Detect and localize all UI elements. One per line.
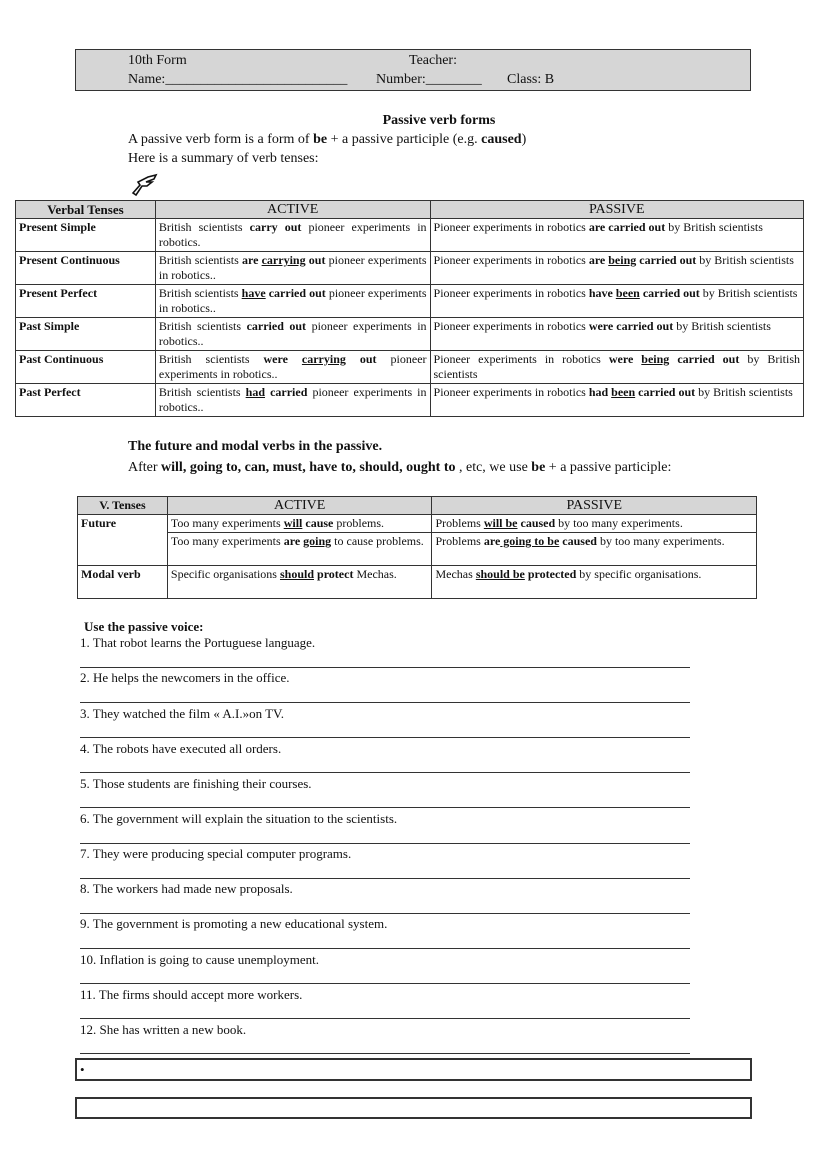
passive-cell: Pioneer experiments in robotics are being carried out by British scientists (430, 252, 803, 285)
header-verbal-tenses: Verbal Tenses (16, 201, 156, 219)
answer-line[interactable] (80, 913, 690, 914)
active-cell: British scientists are carrying out pioneer experiments in robotics.. (155, 252, 430, 285)
table-row (78, 515, 757, 533)
teacher-label: Teacher: (409, 53, 457, 68)
table-row (16, 384, 804, 417)
tense-cell: Past Perfect (16, 384, 156, 417)
intro-line-1: A passive verb form is a form of be + a passive participle (e.g. caused) (128, 132, 527, 147)
section-paragraph: After will, going to, can, must, have to, should, ought to , etc, we use be + a passive participle: (128, 460, 672, 475)
answer-line[interactable] (80, 1018, 690, 1019)
passive-cell: Pioneer experiments in robotics had been carried out by British scientists (430, 384, 803, 417)
passive-cell: Mechas should be protected by specific organisations. (432, 566, 757, 599)
tense-cell: Present Simple (16, 219, 156, 252)
table-row (16, 318, 804, 351)
passive-cell: Pioneer experiments in robotics are carried out by British scientists (430, 219, 803, 252)
exercise-item: 5. Those students are finishing their courses. (80, 776, 312, 791)
verb-tenses-table (15, 200, 804, 417)
exercise-item: 8. The workers had made new proposals. (80, 881, 293, 896)
passive-cell: Pioneer experiments in robotics have been carried out by British scientists (430, 285, 803, 318)
exercise-item: 12. She has written a new book. (80, 1022, 247, 1037)
answer-line[interactable] (80, 772, 690, 773)
header-active: ACTIVE (167, 497, 432, 515)
exercise-item: 6. The government will explain the situation to the scientists. (80, 811, 398, 826)
exercise-item: 11. The firms should accept more workers. (80, 987, 303, 1002)
pointing-hand-icon (130, 173, 160, 203)
header-passive: PASSIVE (432, 497, 757, 515)
form-label: 10th Form (128, 53, 187, 68)
number-field[interactable]: Number:________ (376, 72, 482, 87)
passive-cell: Problems will be caused by too many experiments. (432, 515, 757, 533)
exercise-item: 2. He helps the newcomers in the office. (80, 670, 290, 685)
active-cell: British scientists have carried out pioneer experiments in robotics.. (155, 285, 430, 318)
answer-line[interactable] (80, 667, 690, 668)
tense-cell: Present Continuous (16, 252, 156, 285)
table-row (16, 252, 804, 285)
tense-cell: Future (78, 515, 168, 566)
header-active: ACTIVE (155, 201, 430, 219)
future-modal-table (77, 496, 757, 599)
active-cell: British scientists were carrying out pioneer experiments in robotics.. (155, 351, 430, 384)
exercise-item: 7. They were producing special computer programs. (80, 846, 352, 861)
answer-line[interactable] (80, 807, 690, 808)
active-cell: Too many experiments will cause problems. (167, 515, 432, 533)
tense-cell: Past Simple (16, 318, 156, 351)
active-cell: Too many experiments are going to cause problems. (167, 533, 432, 566)
table-row (16, 351, 804, 384)
table-row (78, 533, 757, 566)
active-cell: British scientists carried out pioneer experiments in robotics.. (155, 318, 430, 351)
header-passive: PASSIVE (430, 201, 803, 219)
table-row (16, 285, 804, 318)
table-row (78, 566, 757, 599)
answer-line[interactable] (80, 1053, 690, 1054)
tense-cell: Past Continuous (16, 351, 156, 384)
answer-line[interactable] (80, 983, 690, 984)
exercise-item: 9. The government is promoting a new educational system. (80, 916, 388, 931)
passive-cell: Pioneer experiments in robotics were being carried out by British scientists (430, 351, 803, 384)
answer-line[interactable] (80, 702, 690, 703)
active-cell: British scientists carry out pioneer experiments in robotics. (155, 219, 430, 252)
table-header-row (16, 201, 804, 219)
answer-line[interactable] (80, 737, 690, 738)
header-box (75, 49, 751, 91)
footer-box-1 (75, 1058, 752, 1081)
footer-box-2 (75, 1097, 752, 1119)
bullet: • (80, 1062, 85, 1077)
intro-line-2: Here is a summary of verb tenses: (128, 151, 319, 166)
active-cell: British scientists had carried pioneer experiments in robotics.. (155, 384, 430, 417)
tense-cell: Modal verb (78, 566, 168, 599)
active-cell: Specific organisations should protect Mechas. (167, 566, 432, 599)
class-label: Class: B (507, 72, 555, 87)
exercise-item: 1. That robot learns the Portuguese language. (80, 635, 316, 650)
passive-cell: Pioneer experiments in robotics were carried out by British scientists (430, 318, 803, 351)
passive-cell: Problems are going to be caused by too many experiments. (432, 533, 757, 566)
table-row (16, 219, 804, 252)
answer-line[interactable] (80, 948, 690, 949)
tense-cell: Present Perfect (16, 285, 156, 318)
exercise-item: 4. The robots have executed all orders. (80, 741, 282, 756)
answer-line[interactable] (80, 878, 690, 879)
exercise-item: 3. They watched the film « A.I.»on TV. (80, 706, 285, 721)
exercise-heading: Use the passive voice: (84, 619, 204, 634)
answer-line[interactable] (80, 843, 690, 844)
header-v-tenses: V. Tenses (78, 497, 168, 515)
exercise-item: 10. Inflation is going to cause unemployment. (80, 952, 320, 967)
section-title-future-modal: The future and modal verbs in the passive. (128, 439, 383, 454)
page-title: Passive verb forms (382, 113, 496, 128)
name-field[interactable]: Name:__________________________ (128, 72, 348, 87)
table-header-row (78, 497, 757, 515)
